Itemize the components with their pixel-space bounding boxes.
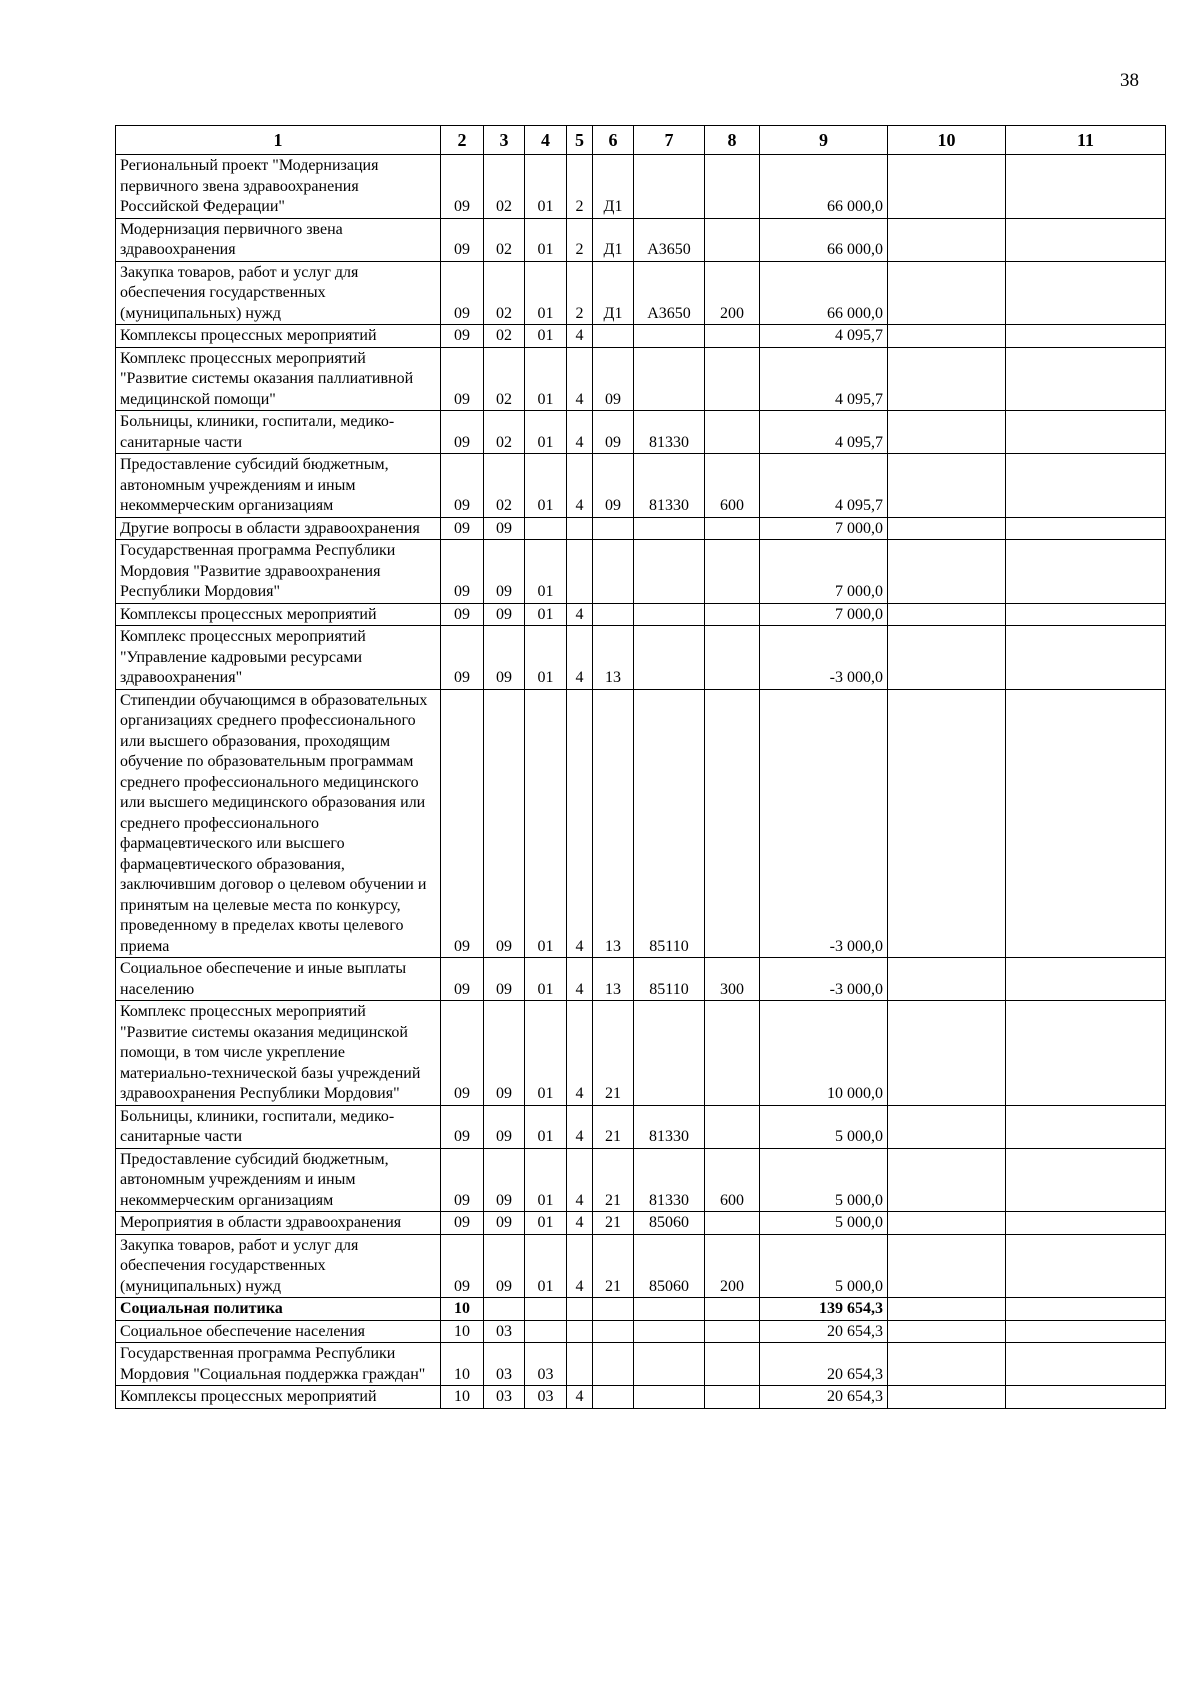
column-header: 3 bbox=[484, 126, 525, 155]
code-cell: 2 bbox=[567, 218, 593, 261]
code-cell bbox=[1006, 1148, 1166, 1212]
code-cell bbox=[705, 517, 760, 540]
row-name-cell: Предоставление субсидий бюджетным, автономным учреждениям и иным некоммерческим организациям bbox=[116, 454, 441, 518]
amount-cell: 20 654,3 bbox=[760, 1386, 888, 1409]
code-cell: 09 bbox=[441, 261, 484, 325]
code-cell bbox=[634, 517, 705, 540]
code-cell: 09 bbox=[441, 1234, 484, 1298]
code-cell: 02 bbox=[484, 454, 525, 518]
code-cell: 01 bbox=[525, 1001, 567, 1106]
code-cell: 81330 bbox=[634, 1105, 705, 1148]
code-cell: 21 bbox=[593, 1001, 634, 1106]
code-cell: А3650 bbox=[634, 218, 705, 261]
code-cell: 02 bbox=[484, 411, 525, 454]
amount-cell: 4 095,7 bbox=[760, 454, 888, 518]
code-cell bbox=[705, 1001, 760, 1106]
row-name-cell: Социальная политика bbox=[116, 1298, 441, 1321]
table-row bbox=[116, 1298, 1166, 1321]
table-row bbox=[116, 325, 1166, 348]
amount-cell: -3 000,0 bbox=[760, 689, 888, 958]
code-cell: 4 bbox=[567, 454, 593, 518]
code-cell: 21 bbox=[593, 1212, 634, 1235]
code-cell bbox=[567, 517, 593, 540]
code-cell: 09 bbox=[441, 540, 484, 604]
code-cell bbox=[888, 218, 1006, 261]
code-cell bbox=[634, 1343, 705, 1386]
code-cell: 200 bbox=[705, 1234, 760, 1298]
code-cell: А3650 bbox=[634, 261, 705, 325]
code-cell bbox=[1006, 218, 1166, 261]
code-cell: 21 bbox=[593, 1148, 634, 1212]
code-cell: 09 bbox=[484, 1001, 525, 1106]
code-cell bbox=[634, 1320, 705, 1343]
row-name-cell: Стипендии обучающимся в образовательных организациях среднего профессионального или высшего образования, проходящим обучение по образовательным программам среднего профессионального медицинского или высшего медицинского образования или среднего профессионального фармацевтического или высшего фармацевтического образования, заключившим договор о целевом обучении и принятым на целевые места по конкурсу, проведенному в пределах квоты целевого приема bbox=[116, 689, 441, 958]
code-cell bbox=[1006, 1105, 1166, 1148]
row-name-cell: Комплекс процессных мероприятий "Развитие системы оказания медицинской помощи, в том числе укрепление материально-технической базы учреждений здравоохранения Республики Мордовия" bbox=[116, 1001, 441, 1106]
code-cell: 09 bbox=[441, 325, 484, 348]
code-cell: 01 bbox=[525, 261, 567, 325]
code-cell bbox=[525, 1320, 567, 1343]
code-cell: 10 bbox=[441, 1386, 484, 1409]
code-cell bbox=[705, 1212, 760, 1235]
amount-cell: 5 000,0 bbox=[760, 1234, 888, 1298]
code-cell: 01 bbox=[525, 603, 567, 626]
code-cell bbox=[705, 411, 760, 454]
code-cell bbox=[1006, 1320, 1166, 1343]
amount-cell: 66 000,0 bbox=[760, 155, 888, 219]
code-cell: 03 bbox=[484, 1343, 525, 1386]
code-cell: 4 bbox=[567, 347, 593, 411]
row-name-cell: Социальное обеспечение населения bbox=[116, 1320, 441, 1343]
code-cell: 4 bbox=[567, 325, 593, 348]
code-cell: 09 bbox=[441, 1148, 484, 1212]
code-cell bbox=[593, 1386, 634, 1409]
code-cell: 4 bbox=[567, 626, 593, 690]
column-header: 6 bbox=[593, 126, 634, 155]
table-row bbox=[116, 540, 1166, 604]
code-cell bbox=[634, 1386, 705, 1409]
column-header: 4 bbox=[525, 126, 567, 155]
code-cell: 85110 bbox=[634, 958, 705, 1001]
code-cell: Д1 bbox=[593, 155, 634, 219]
table-row bbox=[116, 218, 1166, 261]
code-cell: 4 bbox=[567, 1105, 593, 1148]
row-name-cell: Государственная программа Республики Мордовия "Развитие здравоохранения Республики Мордовия" bbox=[116, 540, 441, 604]
code-cell bbox=[1006, 411, 1166, 454]
code-cell: 4 bbox=[567, 1386, 593, 1409]
table-row bbox=[116, 411, 1166, 454]
code-cell: 09 bbox=[484, 626, 525, 690]
code-cell bbox=[888, 1001, 1006, 1106]
code-cell bbox=[705, 347, 760, 411]
code-cell bbox=[705, 325, 760, 348]
code-cell: 2 bbox=[567, 261, 593, 325]
amount-cell: 20 654,3 bbox=[760, 1343, 888, 1386]
code-cell bbox=[593, 603, 634, 626]
code-cell: 600 bbox=[705, 1148, 760, 1212]
code-cell: 01 bbox=[525, 689, 567, 958]
amount-cell: 7 000,0 bbox=[760, 603, 888, 626]
amount-cell: 66 000,0 bbox=[760, 218, 888, 261]
table-row bbox=[116, 155, 1166, 219]
code-cell: 4 bbox=[567, 958, 593, 1001]
code-cell: Д1 bbox=[593, 218, 634, 261]
code-cell: 09 bbox=[441, 1105, 484, 1148]
code-cell bbox=[1006, 958, 1166, 1001]
code-cell: 4 bbox=[567, 1234, 593, 1298]
row-name-cell: Предоставление субсидий бюджетным, автономным учреждениям и иным некоммерческим организациям bbox=[116, 1148, 441, 1212]
row-name-cell: Больницы, клиники, госпитали, медико-санитарные части bbox=[116, 1105, 441, 1148]
code-cell: 21 bbox=[593, 1234, 634, 1298]
code-cell: 09 bbox=[484, 517, 525, 540]
table-row bbox=[116, 958, 1166, 1001]
code-cell: 02 bbox=[484, 155, 525, 219]
code-cell: 01 bbox=[525, 411, 567, 454]
code-cell bbox=[525, 1298, 567, 1321]
code-cell bbox=[888, 540, 1006, 604]
code-cell bbox=[1006, 347, 1166, 411]
code-cell bbox=[634, 325, 705, 348]
amount-cell: 66 000,0 bbox=[760, 261, 888, 325]
code-cell bbox=[634, 603, 705, 626]
row-name-cell: Социальное обеспечение и иные выплаты населению bbox=[116, 958, 441, 1001]
code-cell bbox=[888, 626, 1006, 690]
code-cell: 10 bbox=[441, 1320, 484, 1343]
code-cell bbox=[888, 454, 1006, 518]
code-cell: 09 bbox=[441, 218, 484, 261]
table-row bbox=[116, 626, 1166, 690]
code-cell bbox=[593, 325, 634, 348]
code-cell bbox=[888, 1343, 1006, 1386]
amount-cell: 139 654,3 bbox=[760, 1298, 888, 1321]
code-cell: 10 bbox=[441, 1298, 484, 1321]
code-cell bbox=[1006, 325, 1166, 348]
code-cell: 13 bbox=[593, 958, 634, 1001]
code-cell bbox=[567, 1298, 593, 1321]
table-row bbox=[116, 1148, 1166, 1212]
column-header: 5 bbox=[567, 126, 593, 155]
code-cell bbox=[1006, 626, 1166, 690]
row-name-cell: Региональный проект "Модернизация первичного звена здравоохранения Российской Федерации" bbox=[116, 155, 441, 219]
code-cell: 4 bbox=[567, 689, 593, 958]
code-cell bbox=[888, 958, 1006, 1001]
code-cell bbox=[567, 540, 593, 604]
code-cell bbox=[593, 1343, 634, 1386]
row-name-cell: Комплекс процессных мероприятий "Развитие системы оказания паллиативной медицинской помощи" bbox=[116, 347, 441, 411]
header-row bbox=[116, 126, 1166, 155]
code-cell: 02 bbox=[484, 218, 525, 261]
code-cell: 81330 bbox=[634, 411, 705, 454]
code-cell bbox=[888, 155, 1006, 219]
table-row bbox=[116, 517, 1166, 540]
amount-cell: -3 000,0 bbox=[760, 626, 888, 690]
code-cell bbox=[888, 347, 1006, 411]
code-cell bbox=[593, 517, 634, 540]
code-cell bbox=[888, 1386, 1006, 1409]
code-cell: 13 bbox=[593, 689, 634, 958]
code-cell: 09 bbox=[441, 626, 484, 690]
amount-cell: 7 000,0 bbox=[760, 517, 888, 540]
table-row bbox=[116, 1343, 1166, 1386]
code-cell: 09 bbox=[593, 454, 634, 518]
amount-cell: 5 000,0 bbox=[760, 1105, 888, 1148]
code-cell bbox=[567, 1320, 593, 1343]
code-cell bbox=[888, 1320, 1006, 1343]
amount-cell: 4 095,7 bbox=[760, 325, 888, 348]
code-cell bbox=[1006, 517, 1166, 540]
code-cell bbox=[705, 1343, 760, 1386]
code-cell: 03 bbox=[484, 1386, 525, 1409]
code-cell: 4 bbox=[567, 1212, 593, 1235]
code-cell: 09 bbox=[441, 958, 484, 1001]
column-header: 10 bbox=[888, 126, 1006, 155]
row-name-cell: Закупка товаров, работ и услуг для обеспечения государственных (муниципальных) нужд bbox=[116, 261, 441, 325]
row-name-cell: Государственная программа Республики Мордовия "Социальная поддержка граждан" bbox=[116, 1343, 441, 1386]
code-cell: 09 bbox=[484, 689, 525, 958]
page-number: 38 bbox=[1120, 70, 1139, 91]
code-cell: 4 bbox=[567, 603, 593, 626]
column-header: 9 bbox=[760, 126, 888, 155]
code-cell: 85060 bbox=[634, 1234, 705, 1298]
code-cell: 03 bbox=[525, 1386, 567, 1409]
code-cell: 09 bbox=[441, 517, 484, 540]
code-cell bbox=[1006, 155, 1166, 219]
code-cell: 09 bbox=[441, 347, 484, 411]
code-cell: 4 bbox=[567, 411, 593, 454]
code-cell: 09 bbox=[441, 689, 484, 958]
column-header: 11 bbox=[1006, 126, 1166, 155]
code-cell bbox=[705, 540, 760, 604]
row-name-cell: Комплексы процессных мероприятий bbox=[116, 325, 441, 348]
code-cell: 09 bbox=[441, 603, 484, 626]
code-cell: 03 bbox=[484, 1320, 525, 1343]
amount-cell: 5 000,0 bbox=[760, 1148, 888, 1212]
code-cell: 09 bbox=[484, 1148, 525, 1212]
amount-cell: 10 000,0 bbox=[760, 1001, 888, 1106]
code-cell bbox=[634, 155, 705, 219]
row-name-cell: Больницы, клиники, госпитали, медико-санитарные части bbox=[116, 411, 441, 454]
code-cell: 02 bbox=[484, 261, 525, 325]
code-cell bbox=[634, 540, 705, 604]
code-cell: 01 bbox=[525, 1105, 567, 1148]
code-cell bbox=[525, 517, 567, 540]
code-cell: 09 bbox=[441, 454, 484, 518]
code-cell bbox=[705, 1298, 760, 1321]
code-cell bbox=[1006, 454, 1166, 518]
column-header: 2 bbox=[441, 126, 484, 155]
code-cell bbox=[1006, 1386, 1166, 1409]
code-cell bbox=[1006, 1234, 1166, 1298]
column-header: 8 bbox=[705, 126, 760, 155]
table-row bbox=[116, 689, 1166, 958]
code-cell bbox=[705, 1105, 760, 1148]
code-cell bbox=[888, 1234, 1006, 1298]
code-cell: 13 bbox=[593, 626, 634, 690]
code-cell bbox=[634, 347, 705, 411]
table-row bbox=[116, 261, 1166, 325]
code-cell: 4 bbox=[567, 1001, 593, 1106]
code-cell: 09 bbox=[441, 155, 484, 219]
table-row bbox=[116, 1212, 1166, 1235]
code-cell bbox=[705, 626, 760, 690]
code-cell bbox=[705, 218, 760, 261]
row-name-cell: Модернизация первичного звена здравоохранения bbox=[116, 218, 441, 261]
code-cell bbox=[1006, 1298, 1166, 1321]
row-name-cell: Комплексы процессных мероприятий bbox=[116, 603, 441, 626]
code-cell: 01 bbox=[525, 1148, 567, 1212]
code-cell bbox=[634, 626, 705, 690]
code-cell bbox=[1006, 261, 1166, 325]
code-cell: 01 bbox=[525, 540, 567, 604]
code-cell: 01 bbox=[525, 325, 567, 348]
row-name-cell: Другие вопросы в области здравоохранения bbox=[116, 517, 441, 540]
budget-table bbox=[115, 125, 1166, 1409]
amount-cell: 7 000,0 bbox=[760, 540, 888, 604]
code-cell bbox=[888, 1298, 1006, 1321]
table-row bbox=[116, 1386, 1166, 1409]
table-row bbox=[116, 1105, 1166, 1148]
code-cell: 200 bbox=[705, 261, 760, 325]
code-cell: 01 bbox=[525, 958, 567, 1001]
code-cell bbox=[888, 1212, 1006, 1235]
code-cell: 600 bbox=[705, 454, 760, 518]
code-cell: 01 bbox=[525, 626, 567, 690]
row-name-cell: Комплекс процессных мероприятий "Управление кадровыми ресурсами здравоохранения" bbox=[116, 626, 441, 690]
code-cell bbox=[634, 1001, 705, 1106]
code-cell bbox=[888, 603, 1006, 626]
code-cell bbox=[705, 1386, 760, 1409]
code-cell: 09 bbox=[441, 411, 484, 454]
code-cell: 09 bbox=[484, 1105, 525, 1148]
table-row bbox=[116, 347, 1166, 411]
code-cell bbox=[1006, 689, 1166, 958]
code-cell bbox=[705, 603, 760, 626]
table-row bbox=[116, 1320, 1166, 1343]
code-cell: 4 bbox=[567, 1148, 593, 1212]
code-cell: 09 bbox=[484, 958, 525, 1001]
code-cell: 81330 bbox=[634, 454, 705, 518]
table-row bbox=[116, 454, 1166, 518]
code-cell: 01 bbox=[525, 218, 567, 261]
row-name-cell: Комплексы процессных мероприятий bbox=[116, 1386, 441, 1409]
code-cell bbox=[1006, 1212, 1166, 1235]
code-cell bbox=[888, 689, 1006, 958]
code-cell bbox=[593, 1320, 634, 1343]
column-header: 7 bbox=[634, 126, 705, 155]
code-cell bbox=[1006, 1343, 1166, 1386]
column-header: 1 bbox=[116, 126, 441, 155]
row-name-cell: Мероприятия в области здравоохранения bbox=[116, 1212, 441, 1235]
table-row bbox=[116, 1234, 1166, 1298]
code-cell: 2 bbox=[567, 155, 593, 219]
code-cell bbox=[593, 540, 634, 604]
code-cell: 01 bbox=[525, 155, 567, 219]
code-cell bbox=[593, 1298, 634, 1321]
row-name-cell: Закупка товаров, работ и услуг для обеспечения государственных (муниципальных) нужд bbox=[116, 1234, 441, 1298]
code-cell bbox=[705, 1320, 760, 1343]
code-cell: 09 bbox=[593, 347, 634, 411]
code-cell bbox=[1006, 1001, 1166, 1106]
code-cell bbox=[567, 1343, 593, 1386]
code-cell: 01 bbox=[525, 347, 567, 411]
code-cell: 09 bbox=[441, 1212, 484, 1235]
code-cell: 81330 bbox=[634, 1148, 705, 1212]
code-cell: 09 bbox=[593, 411, 634, 454]
code-cell: 09 bbox=[484, 540, 525, 604]
code-cell: 01 bbox=[525, 454, 567, 518]
code-cell bbox=[634, 1298, 705, 1321]
table-row bbox=[116, 1001, 1166, 1106]
code-cell bbox=[888, 517, 1006, 540]
code-cell: 09 bbox=[484, 603, 525, 626]
amount-cell: 4 095,7 bbox=[760, 347, 888, 411]
code-cell: 02 bbox=[484, 325, 525, 348]
code-cell: 85110 bbox=[634, 689, 705, 958]
code-cell bbox=[888, 411, 1006, 454]
code-cell bbox=[705, 689, 760, 958]
code-cell: 300 bbox=[705, 958, 760, 1001]
code-cell: 09 bbox=[441, 1001, 484, 1106]
amount-cell: 4 095,7 bbox=[760, 411, 888, 454]
code-cell: 02 bbox=[484, 347, 525, 411]
amount-cell: 5 000,0 bbox=[760, 1212, 888, 1235]
code-cell: 03 bbox=[525, 1343, 567, 1386]
code-cell: 85060 bbox=[634, 1212, 705, 1235]
code-cell bbox=[484, 1298, 525, 1321]
code-cell: 10 bbox=[441, 1343, 484, 1386]
code-cell bbox=[888, 261, 1006, 325]
code-cell: 09 bbox=[484, 1234, 525, 1298]
code-cell: 21 bbox=[593, 1105, 634, 1148]
code-cell: 01 bbox=[525, 1234, 567, 1298]
amount-cell: 20 654,3 bbox=[760, 1320, 888, 1343]
amount-cell: -3 000,0 bbox=[760, 958, 888, 1001]
code-cell bbox=[888, 1148, 1006, 1212]
code-cell bbox=[1006, 603, 1166, 626]
table-body bbox=[116, 155, 1166, 1409]
code-cell bbox=[1006, 540, 1166, 604]
code-cell bbox=[705, 155, 760, 219]
code-cell: Д1 bbox=[593, 261, 634, 325]
code-cell: 01 bbox=[525, 1212, 567, 1235]
code-cell: 09 bbox=[484, 1212, 525, 1235]
code-cell bbox=[888, 325, 1006, 348]
code-cell bbox=[888, 1105, 1006, 1148]
table-row bbox=[116, 603, 1166, 626]
